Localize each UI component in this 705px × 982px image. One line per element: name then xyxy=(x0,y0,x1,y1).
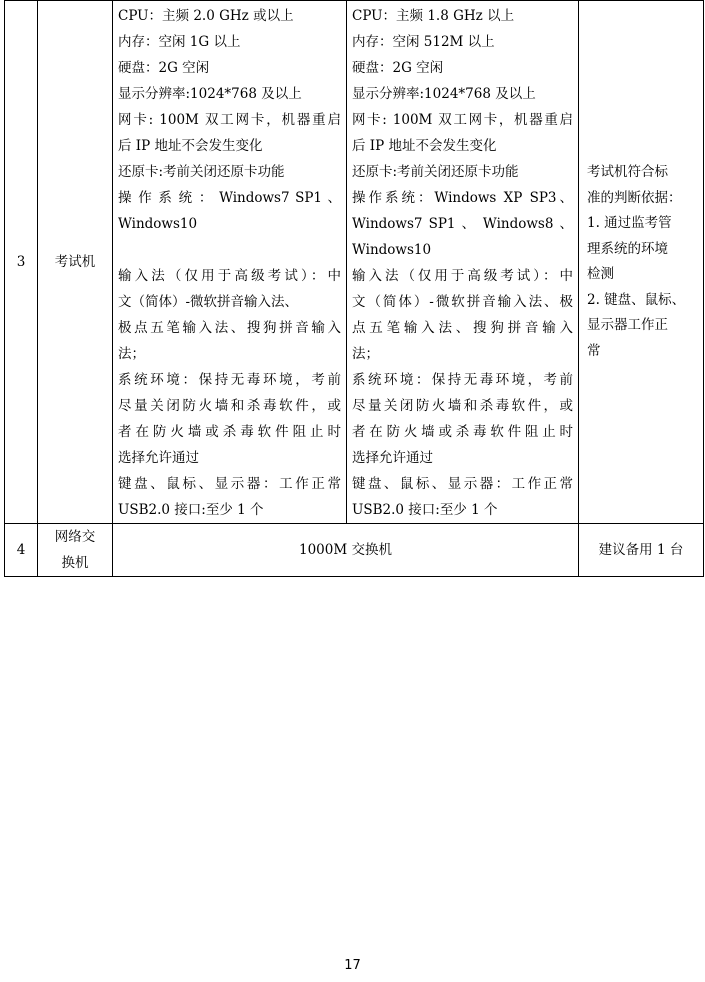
requirement-line: 显示分辨率:1024*768 及以上 xyxy=(118,86,302,102)
device-name-line: 网络交 xyxy=(54,529,96,545)
requirement-line: Windows10 xyxy=(352,242,432,258)
requirement-line: 选择允许通过 xyxy=(352,450,433,466)
requirement-line: 尽量关闭防火墙和杀毒软件，或 xyxy=(352,398,573,414)
requirement-line: 输入法（仅用于高级考试）：中 xyxy=(352,268,573,284)
note-line: 检测 xyxy=(587,266,614,282)
recommended-requirements-cell xyxy=(113,1,347,524)
note-line: 理系统的环境 xyxy=(587,240,668,257)
row-index: 3 xyxy=(5,1,38,524)
blank-line xyxy=(118,237,341,263)
requirement-line: USB2.0 接口:至少 1 个 xyxy=(352,502,498,518)
minimum-requirements-cell xyxy=(347,1,579,524)
requirement-line: 操作系统：Windows XP SP3、 xyxy=(352,190,573,206)
device-name: 考试机 xyxy=(38,1,113,524)
requirement-line: 还原卡:考前关闭还原卡功能 xyxy=(118,164,285,180)
backup-note: 建议备用 1 台 xyxy=(579,524,704,577)
requirement-line: Windows7 SP1 、 Windows8 、 xyxy=(352,216,573,232)
requirement-line: 系统环境：保持无毒环境，考前 xyxy=(352,372,573,388)
requirement-line: 内存：空闲 1G 以上 xyxy=(118,34,241,50)
requirement-line: 键盘、鼠标、显示器：工作正常 xyxy=(118,476,341,492)
requirement-line: 输入法（仅用于高级考试）：中 xyxy=(118,268,341,284)
note-line: 考试机符合标 xyxy=(587,164,668,180)
requirement-line: 显示分辨率:1024*768 及以上 xyxy=(352,86,536,102)
judgment-basis-cell xyxy=(579,1,704,524)
requirement-line: 键盘、鼠标、显示器：工作正常 xyxy=(352,476,573,492)
requirement-line: 内存：空闲 512M 以上 xyxy=(352,34,495,50)
requirement-line: 者在防火墙或杀毒软件阻止时 xyxy=(352,424,573,440)
device-name-line: 换机 xyxy=(61,555,89,571)
device-name xyxy=(38,524,113,577)
table-row-4 xyxy=(5,524,704,577)
requirement-line: 网卡: 100M 双工网卡，机器重启 xyxy=(118,112,341,128)
note-line: 显示器工作正 xyxy=(587,317,668,333)
requirement-line: 硬盘：2G 空闲 xyxy=(352,60,444,76)
requirement-line: 网卡: 100M 双工网卡，机器重启 xyxy=(352,112,573,128)
requirement-line: 者在防火墙或杀毒软件阻止时 xyxy=(118,424,341,440)
requirement-line: 法； xyxy=(118,346,145,362)
requirement-line: 系统环境：保持无毒环境，考前 xyxy=(118,372,341,388)
note-line: 常 xyxy=(587,342,601,359)
equipment-requirements-table xyxy=(4,0,704,577)
requirement-line: CPU：主频 1.8 GHz 以上 xyxy=(352,8,515,24)
note-line: 1. 通过监考管 xyxy=(587,215,672,231)
requirement-line: 选择允许通过 xyxy=(118,450,199,466)
requirement-line: Windows10 xyxy=(118,216,198,232)
requirement-line: 极点五笔输入法、搜狗拼音输入 xyxy=(118,320,341,336)
requirement-line: CPU：主频 2.0 GHz 或以上 xyxy=(118,8,294,24)
note-line: 2. 键盘、鼠标、 xyxy=(587,291,686,308)
requirement-line: 硬盘：2G 空闲 xyxy=(118,60,210,76)
switch-requirement: 1000M 交换机 xyxy=(113,524,579,577)
requirement-line: 后 IP 地址不会发生变化 xyxy=(352,138,497,154)
requirement-line: 文（简体）-微软拼音输入法、极 xyxy=(352,294,573,310)
requirement-line: 文（简体）-微软拼音输入法、 xyxy=(118,294,299,310)
requirement-line: 后 IP 地址不会发生变化 xyxy=(118,138,263,154)
note-line: 准的判断依据： xyxy=(587,189,682,206)
requirement-line: 还原卡:考前关闭还原卡功能 xyxy=(352,164,519,180)
table-row-3 xyxy=(5,1,704,524)
requirement-line: 操 作 系 统 ： Windows7 SP1 、 xyxy=(118,190,341,206)
requirement-line: USB2.0 接口:至少 1 个 xyxy=(118,502,264,518)
requirement-line: 法； xyxy=(352,346,379,362)
row-index: 4 xyxy=(5,524,38,577)
requirement-line: 点五笔输入法、搜狗拼音输入 xyxy=(352,320,573,336)
requirement-line: 尽量关闭防火墙和杀毒软件，或 xyxy=(118,398,341,414)
page-number: 17 xyxy=(344,958,361,973)
